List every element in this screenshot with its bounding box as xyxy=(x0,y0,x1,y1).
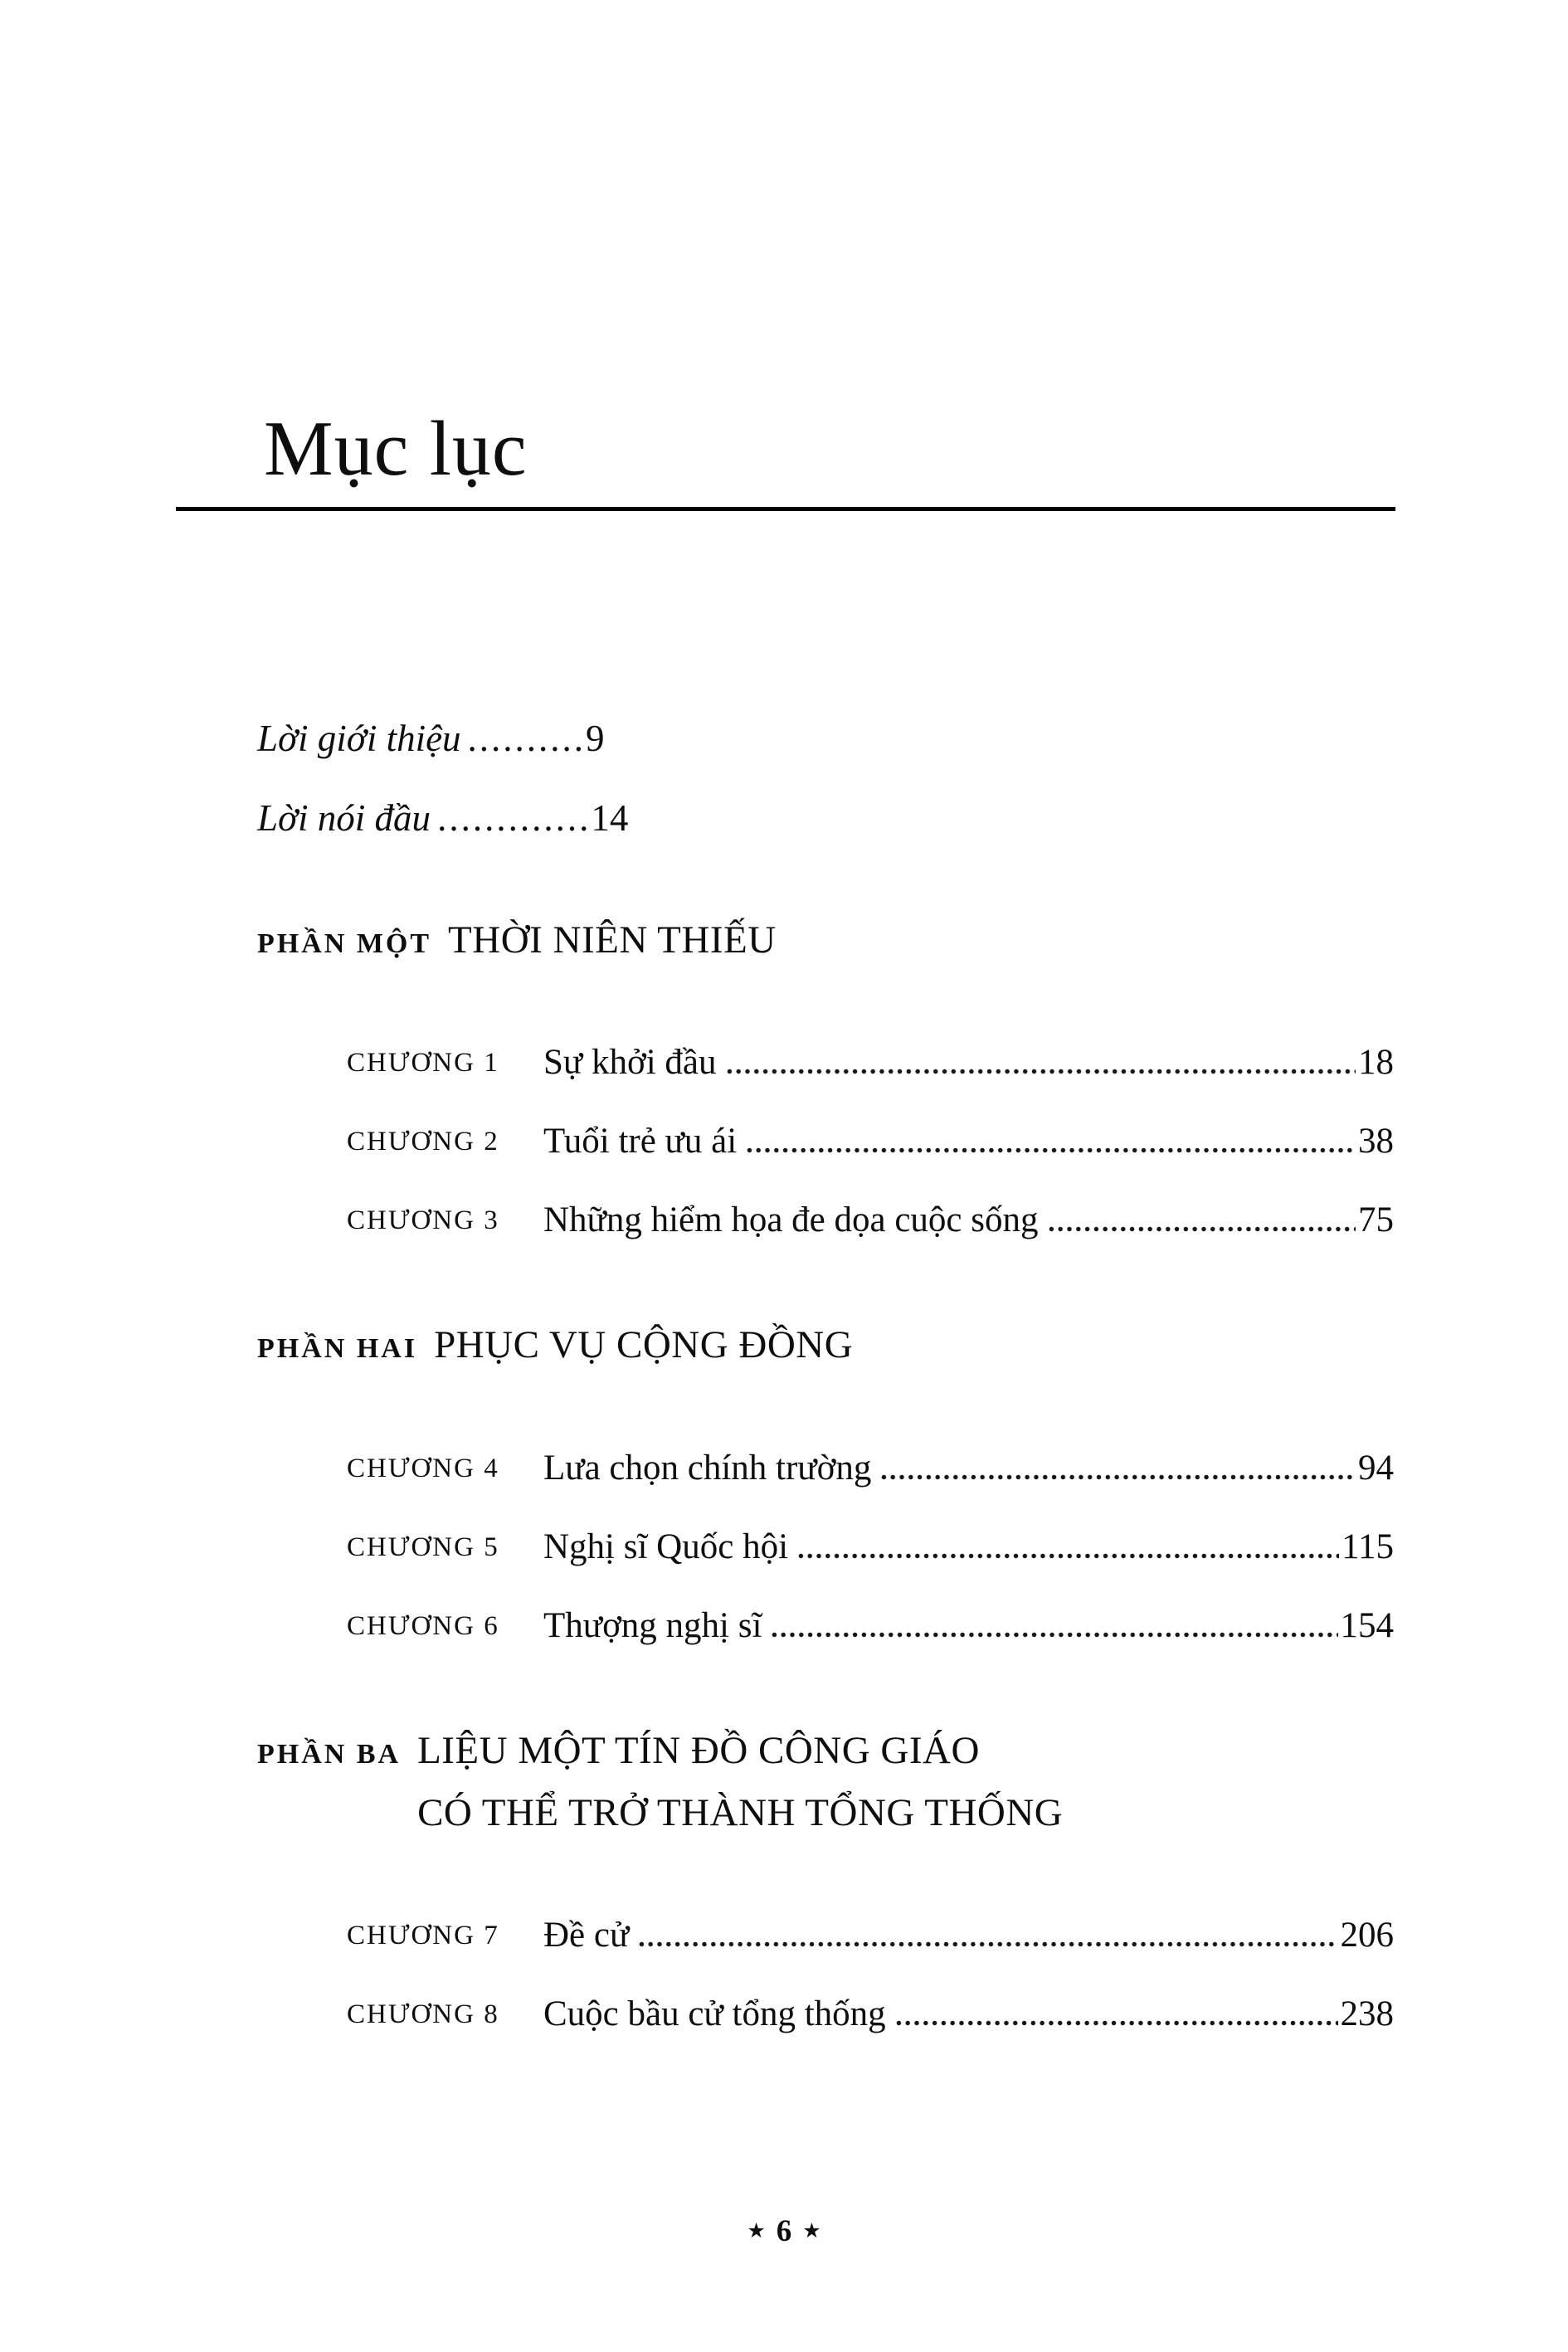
chapter-page-number: 206 xyxy=(1340,1916,1394,1955)
chapter-row xyxy=(347,1120,1394,1163)
chapter-label: CHƯƠNG 6 xyxy=(347,1610,499,1641)
part-title: LIỆU MỘT TÍN ĐỒ CÔNG GIÁO CÓ THỂ TRỞ THÀNH TỔNG THỐNG xyxy=(417,1728,1064,1834)
part-title: PHỤC VỤ CỘNG ĐỒNG xyxy=(434,1323,854,1367)
leader-dots: ............. xyxy=(437,796,592,839)
chapter-title: Nghị sĩ Quốc hội xyxy=(543,1527,789,1566)
leader-dots xyxy=(1047,1199,1356,1242)
leader-dots xyxy=(745,1120,1356,1163)
chapter-label: CHƯƠNG 4 xyxy=(347,1453,499,1483)
chapter-page-number: 38 xyxy=(1358,1122,1394,1161)
part-heading-2 xyxy=(257,1323,1568,1367)
part-label: PHẦN MỘT xyxy=(257,928,432,959)
leader-dots xyxy=(796,1526,1339,1569)
chapter-label: CHƯƠNG 5 xyxy=(347,1531,499,1562)
chapter-title: Cuộc bầu cử tổng thống xyxy=(543,1994,886,2034)
part-heading-3 xyxy=(257,1729,1568,1834)
chapter-row xyxy=(347,1993,1394,2036)
chapter-title: Sự khởi đầu xyxy=(543,1043,717,1083)
title-underline xyxy=(176,507,1395,511)
chapter-page-number: 115 xyxy=(1342,1527,1394,1566)
chapter-label: CHƯƠNG 3 xyxy=(347,1205,499,1236)
front-matter-page-number: 14 xyxy=(591,796,629,839)
part-label: PHẦN HAI xyxy=(257,1333,418,1365)
chapter-page-number: 154 xyxy=(1340,1605,1394,1645)
chapter-row xyxy=(347,1447,1394,1490)
page-footer xyxy=(0,2213,1568,2249)
chapter-list-3 xyxy=(347,1914,1394,2036)
leader-dots xyxy=(770,1605,1337,1648)
leader-dots xyxy=(637,1914,1337,1957)
page-title: Mục lục xyxy=(264,406,528,492)
chapter-list-2 xyxy=(347,1447,1394,1648)
part-label: PHẦN BA xyxy=(257,1738,402,1770)
chapter-title: Lưa chọn chính trường xyxy=(543,1448,872,1488)
chapter-row xyxy=(347,1914,1394,1957)
part-title: THỜI NIÊN THIẾU xyxy=(448,918,777,962)
chapter-list-1 xyxy=(347,1041,1394,1242)
front-matter-item xyxy=(257,717,1568,759)
chapter-row xyxy=(347,1041,1394,1084)
chapter-row xyxy=(347,1199,1394,1242)
front-matter xyxy=(257,717,1568,839)
leader-dots xyxy=(894,1993,1338,2036)
chapter-title: Những hiểm họa đe dọa cuộc sống xyxy=(543,1200,1039,1240)
leader-dots: .......... xyxy=(467,717,587,759)
chapter-label: CHƯƠNG 1 xyxy=(347,1048,499,1079)
chapter-label: CHƯƠNG 2 xyxy=(347,1127,499,1157)
front-matter-label: Lời giới thiệu xyxy=(257,717,461,759)
chapter-title: Đề cử xyxy=(543,1916,630,1955)
front-matter-page-number: 9 xyxy=(586,717,605,759)
chapter-label: CHƯƠNG 7 xyxy=(347,1921,499,1951)
front-matter-label: Lời nói đầu xyxy=(257,796,431,839)
chapter-row xyxy=(347,1526,1394,1569)
chapter-page-number: 238 xyxy=(1340,1994,1394,2034)
leader-dots xyxy=(725,1041,1356,1084)
part-heading-1 xyxy=(257,918,1568,962)
chapter-title: Tuổi trẻ ưu ái xyxy=(543,1122,738,1161)
chapter-page-number: 94 xyxy=(1358,1448,1394,1488)
leader-dots xyxy=(879,1447,1356,1490)
chapter-row xyxy=(347,1605,1394,1648)
chapter-title: Thượng nghị sĩ xyxy=(543,1605,762,1645)
footer-page-number: 6 xyxy=(776,2214,792,2248)
front-matter-item xyxy=(257,796,1568,839)
chapter-page-number: 75 xyxy=(1358,1200,1394,1240)
chapter-label: CHƯƠNG 8 xyxy=(347,1999,499,2030)
chapter-page-number: 18 xyxy=(1358,1043,1394,1083)
footer-star-left-icon: ★ xyxy=(747,2220,766,2242)
footer-star-right-icon: ★ xyxy=(802,2220,821,2242)
